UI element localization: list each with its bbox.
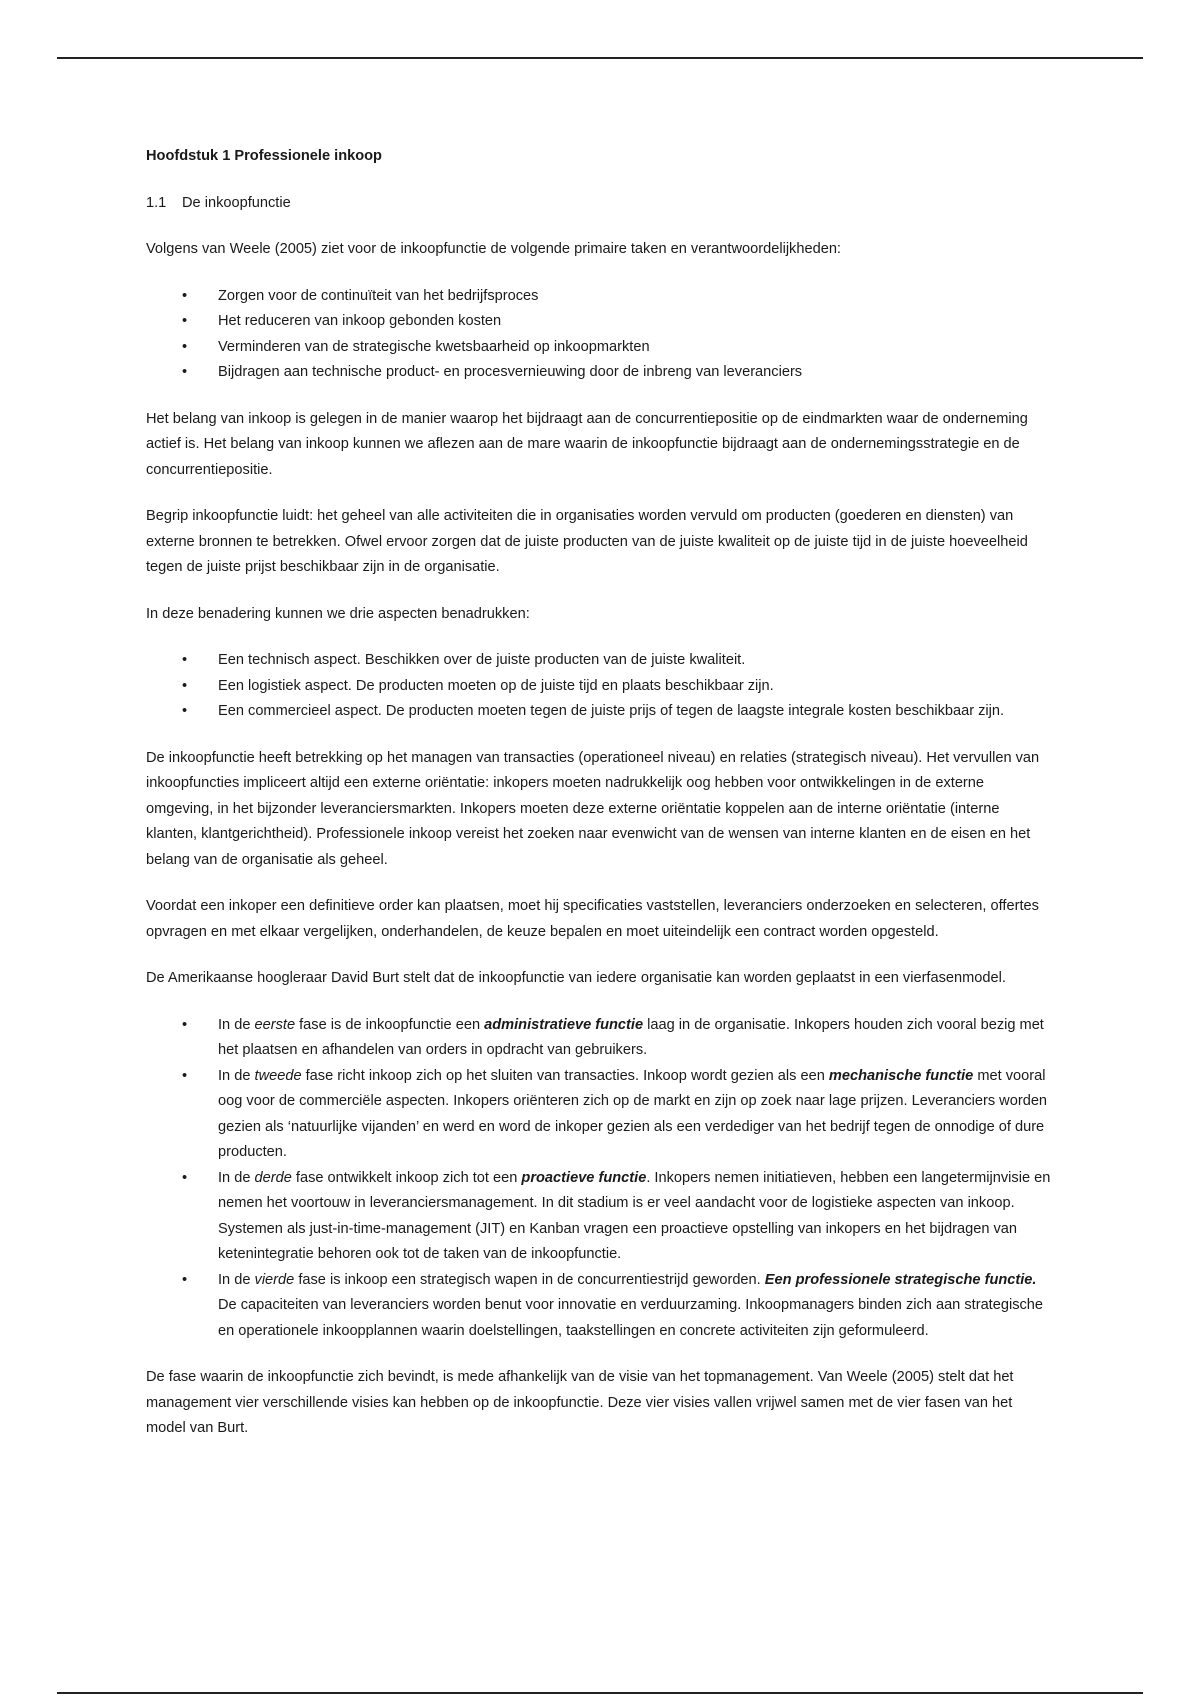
phase-key-term: mechanische functie — [828, 1067, 974, 1084]
list-item: • In de vierde fase is inkoop een strategisch wapen in de concurrentiestrijd geworden. Een professionele strategische functie. De capaciteiten van leveranciers worden benut voor innovatie en verduurzaming. Inkoopmanagers binden zich aan strategische en operationele inkoopplannen waarin doelstellingen, taakstellingen en concrete activiteiten zijn geformuleerd. — [218, 1268, 1051, 1345]
list-item: • In de derde fase ontwikkelt inkoop zich tot een proactieve functie. Inkopers nemen initiatieven, hebben een langetermijnvisie en nemen het voortouw in leveranciersmanagement. In dit stadium is er veel aandacht voor de logistieke aspecten van inkoop. Systemen als just-in-time-management (JIT) en Kanban vragen een proactieve opstelling van inkopers en het bijdragen van ketenintegratie behoren ook tot de taken van de inkoopfunctie. — [218, 1166, 1051, 1268]
section-number: 1.1 — [146, 194, 167, 211]
phase-list — [146, 1013, 1051, 1345]
paragraph-aspecten-intro: In deze benadering kunnen we drie aspecten benadrukken: — [146, 605, 530, 622]
paragraph-belang: Het belang van inkoop is gelegen in de manier waarop het bijdraagt aan de concurrentiepositie op de eindmarkten waar de onderneming actief is. Het belang van inkoop kunnen we aflezen aan de mare waarin de inkoopfunctie bijdraagt aan de ondernemingsstrategie en de concurrentiepositie. — [146, 410, 1028, 478]
paragraph-visie: De fase waarin de inkoopfunctie zich bevindt, is mede afhankelijk van de visie van het topmanagement. Van Weele (2005) stelt dat het management vier verschillende visies kan hebben op de inkoopfunctie. Deze vier visies vallen vrijwel samen met de vier fasen van het model van Burt. — [146, 1369, 1014, 1436]
chapter-heading: Hoofdstuk 1 Professionele inkoop — [146, 148, 382, 164]
list-item: • Een commercieel aspect. De producten moeten tegen de juiste prijs of tegen de laagste integrale kosten beschikbaar zijn. — [218, 699, 1051, 725]
phase-ordinal: tweede — [254, 1067, 302, 1084]
section-title: De inkoopfunctie — [182, 194, 291, 211]
paragraph-begrip: Begrip inkoopfunctie luidt: het geheel van alle activiteiten die in organisaties worden vervuld om producten (goederen en diensten) van externe bronnen te betrekken. Ofwel ervoor zorgen dat de juiste producten van de juiste kwaliteit op de juiste tijd in de juiste hoeveelheid tegen de juiste prijst beschikbaar zijn in de organisatie. — [146, 508, 1028, 575]
task-list — [146, 284, 1051, 386]
list-item: • Zorgen voor de continuïteit van het bedrijfsproces — [218, 284, 1051, 310]
paragraph-burt: De Amerikaanse hoogleraar David Burt stelt dat de inkoopfunctie van iedere organisatie kan worden geplaatst in een vierfasenmodel. — [146, 970, 1006, 986]
list-item: • Een technisch aspect. Beschikken over de juiste producten van de juiste kwaliteit. — [218, 648, 1051, 674]
footer-rule — [57, 1692, 1143, 1694]
phase-ordinal: derde — [254, 1169, 292, 1186]
phase-ordinal: eerste — [254, 1016, 296, 1033]
list-item: • Verminderen van de strategische kwetsbaarheid op inkoopmarkten — [218, 335, 1051, 361]
header-rule — [57, 57, 1143, 59]
list-item: • In de eerste fase is de inkoopfunctie een administratieve functie laag in de organisatie. Inkopers houden zich vooral bezig met het plaatsen en afhandelen van orders in opdracht van gebruikers. — [218, 1013, 1051, 1064]
phase-ordinal: vierde — [254, 1271, 295, 1288]
document-body — [146, 144, 1051, 1463]
phase-key-term: proactieve functie — [521, 1169, 647, 1186]
phase-key-term: Een professionele strategische functie. — [764, 1271, 1037, 1288]
phase-key-term: administratieve functie — [484, 1016, 644, 1033]
aspect-list — [146, 648, 1051, 725]
section-heading — [146, 191, 1051, 217]
list-item: • Een logistiek aspect. De producten moeten op de juiste tijd en plaats beschikbaar zijn. — [218, 674, 1051, 700]
paragraph-order: Voordat een inkoper een definitieve order kan plaatsen, moet hij specificaties vaststellen, leveranciers onderzoeken en selecteren, offertes opvragen en met elkaar vergelijken, onderhandelen, de keuze bepalen en moet uiteindelijk een contract worden opgesteld. — [146, 898, 1039, 940]
list-item: • Bijdragen aan technische product- en procesvernieuwing door de inbreng van leveranciers — [218, 360, 1051, 386]
intro-paragraph: Volgens van Weele (2005) ziet voor de inkoopfunctie de volgende primaire taken en verantwoordelijkheden: — [146, 241, 841, 257]
list-item: • Het reduceren van inkoop gebonden kosten — [218, 309, 1051, 335]
paragraph-transacties: De inkoopfunctie heeft betrekking op het managen van transacties (operationeel niveau) en relaties (strategisch niveau). Het vervullen van inkoopfuncties impliceert altijd een externe oriëntatie: inkopers moeten nadrukkelijk oog hebben voor ontwikkelingen in de externe omgeving, in het bijzonder leveranciersmarkten. Inkopers moeten deze externe oriëntatie koppelen aan de interne oriëntatie (interne klanten, klantgerichtheid). Professionele inkoop vereist het zoeken naar evenwicht van de wensen van interne klanten en de eisen en het belang van de organisatie als geheel. — [146, 749, 1040, 868]
list-item: • In de tweede fase richt inkoop zich op het sluiten van transacties. Inkoop wordt gezien als een mechanische functie met vooral oog voor de commerciële aspecten. Inkopers oriënteren zich op de markt en zijn op zoek naar lage prijzen. Leveranciers worden gezien als ‘natuurlijke vijanden’ en werd en word de inkoper gezien als een verdediger van het bedrijf tegen de onnodige of dure producten. — [218, 1064, 1051, 1166]
